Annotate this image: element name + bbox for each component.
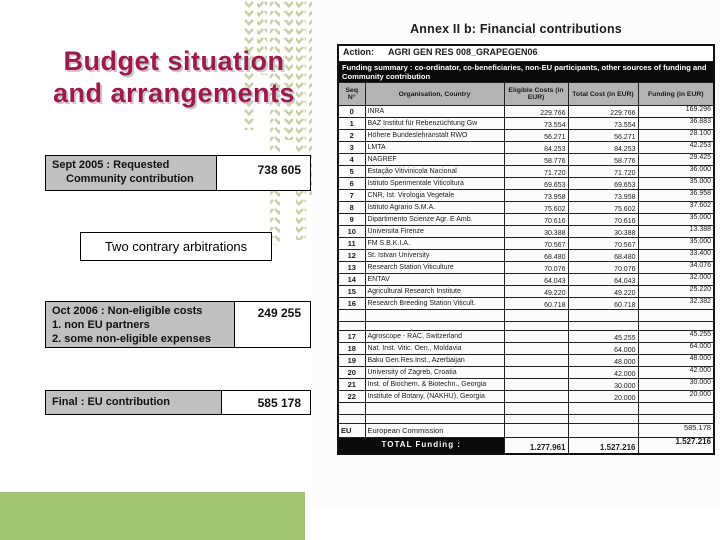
col-header-eligible: Eligible Costs (in EUR)	[504, 83, 568, 106]
table-row: 13 Research Station Viticulture 70.076 70.076 34.076	[338, 262, 714, 274]
table-row: 15 Agricultural Research Institute 49.220 49.220 25.220	[338, 286, 714, 298]
action-row	[338, 45, 714, 61]
table-row: 6 Istituto Sperimentale Viticoltura 69.653 69.653 35.000	[338, 178, 714, 190]
financial-contributions-table	[337, 44, 715, 455]
col-header-funding: Funding (in EUR)	[638, 83, 714, 106]
eu-row-org: European Commission	[365, 424, 504, 438]
column-header-row	[338, 83, 714, 106]
table-row: 17 Agroscope - RAC, Switzerland 45.255 45.255	[338, 331, 714, 343]
total-funding: 1.527.216	[638, 438, 714, 454]
eu-commission-row	[338, 424, 714, 438]
budget-row-value: 249 255	[235, 301, 311, 348]
funding-summary-row	[338, 61, 714, 83]
callout-text: Two contrary arbitrations	[104, 239, 248, 254]
table-row: 5 Estação Vitivinicola Nacional 71.720 71.720 36.000	[338, 166, 714, 178]
budget-row-value: 738 605	[217, 155, 311, 191]
table-row: 3 LMTA 84.253 84.253 42.253	[338, 142, 714, 154]
table-row: 21 Inst. of Biochem. & Biotechn., Georgia 30.000 30.000	[338, 379, 714, 391]
table-body-beneficiaries	[338, 106, 714, 310]
spacer-row	[338, 415, 714, 424]
funding-summary-text: Funding summary : co-ordinator, co-beneficiaries, non-EU participants, other sources of funding and Community contribution	[338, 61, 714, 83]
total-funding-row	[338, 438, 714, 454]
budget-row-oct-2006	[45, 301, 311, 348]
budget-row-label: Oct 2006 : Non-eligible costs 1. non EU partners 2. some non-eligible expenses	[45, 301, 235, 348]
eu-row-seq: EU	[338, 424, 365, 438]
table-body-non-eu	[338, 331, 714, 403]
budget-row-final	[45, 390, 311, 415]
eu-row-funding: 585.178	[638, 424, 714, 438]
table-row: 11 FM S.B.K.I.A. 70.567 70.567 35.000	[338, 238, 714, 250]
table-row: 19 Baku Gen.Res.Inst., Azerbaijan 48.000 48.000	[338, 355, 714, 367]
col-header-seq: Seq N°	[338, 83, 365, 106]
spacer-row	[338, 403, 714, 415]
total-label: TOTAL Funding :	[338, 438, 504, 454]
page-title	[28, 46, 320, 110]
table-row: 20 University of Zagreb, Croatia 42.000 42.000	[338, 367, 714, 379]
bottom-accent-bar	[0, 492, 305, 540]
table-row: 14 ENTAV 64.043 64.043 32.000	[338, 274, 714, 286]
table-row: 16 Research Breeding Station Viticult. 60.718 60.718 32.382	[338, 298, 714, 310]
annex-scan-panel	[312, 0, 720, 506]
col-header-org: Organisation, Country	[365, 83, 504, 106]
table-row: 1 BAZ Institut für Rebenzüchtung Gw 73.554 73.554 36.883	[338, 118, 714, 130]
budget-row-label: Final : EU contribution	[45, 390, 222, 415]
table-row: 4 NAGREF 58.776 58.776 29.425	[338, 154, 714, 166]
table-row: 18 Nat. Inst. Vitic. Oen., Moldavia 64.000 64.000	[338, 343, 714, 355]
budget-row-value: 585 178	[222, 390, 311, 415]
spacer-rows	[338, 310, 714, 331]
table-row: 10 Universita Firenze 30.388 30.388 13.388	[338, 226, 714, 238]
col-header-total: Total Cost (in EUR)	[568, 83, 638, 106]
total-cost: 1.527.216	[568, 438, 638, 454]
table-row: 9 Dipartimento Scienze Agr. E Amb. 70.616 70.616 35.000	[338, 214, 714, 226]
budget-row-sept-2005	[45, 155, 311, 191]
action-label: Action:	[343, 47, 374, 58]
table-row: 8 Istituto Agrario S.M.A. 75.602 75.602 37.602	[338, 202, 714, 214]
page-title-line1: Budget situation	[63, 46, 285, 76]
table-row: 12 St. Istvan University 68.480 68.480 33.400	[338, 250, 714, 262]
table-row: 0 INRA 229.766 229.766 169.296	[338, 106, 714, 118]
table-row: 2 Höhere Bundeslehranstalt RWO 56.271 56.271 28.100	[338, 130, 714, 142]
total-eligible: 1.277.961	[504, 438, 568, 454]
budget-row-label: Sept 2005 : Requested Community contribution	[45, 155, 217, 191]
annex-heading: Annex II b: Financial contributions	[410, 22, 622, 36]
action-value: AGRI GEN RES 008_GRAPEGEN06	[388, 47, 538, 58]
page-title-line2: and arrangements	[52, 77, 296, 108]
table-row: 22 Institute of Botany, (NAKHU), Georgia 20.000 20.000	[338, 391, 714, 403]
table-row: 7 CNR, Ist. Virologia Vegetale 73.958 73.958 36.958	[338, 190, 714, 202]
callout-box	[80, 232, 272, 261]
